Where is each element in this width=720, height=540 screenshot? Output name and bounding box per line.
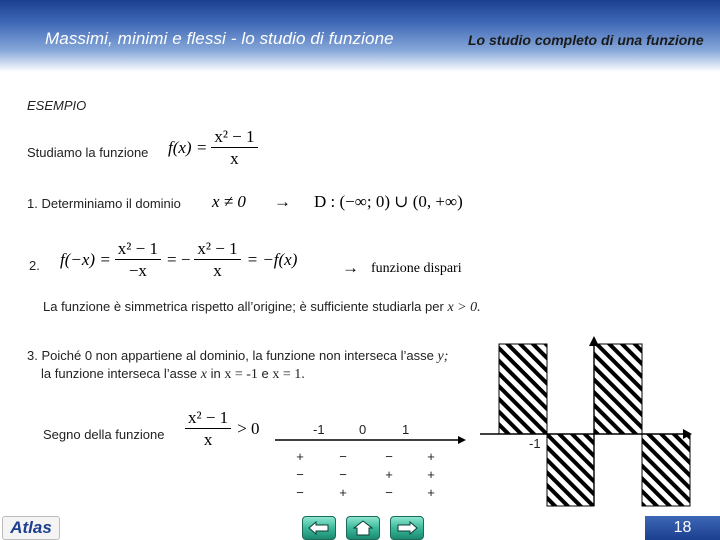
sign-r3-c3: − [385, 485, 393, 500]
next-button[interactable] [390, 516, 424, 540]
inequality-numerator: x² − 1 [185, 407, 231, 429]
step2-label: 2. [29, 258, 40, 273]
page-number: 18 [645, 516, 720, 540]
atlas-logo: Atlas [2, 516, 60, 540]
arrow-left-icon [308, 521, 330, 535]
page-title: Massimi, minimi e flessi - lo studio di funzione [45, 29, 394, 48]
implies-arrow-1: → [274, 192, 291, 211]
step3-x-axis: x [200, 367, 207, 382]
step3-line2 [41, 366, 305, 383]
implies-arrow-2: → [342, 258, 359, 277]
function-formula [168, 126, 258, 170]
sign-label: Segno della funzione [43, 427, 165, 442]
step3-line2-text-e: e [261, 366, 269, 381]
sign-inequality [185, 407, 260, 451]
sign-r2-c2: − [339, 467, 347, 482]
sign-r1-c2: − [339, 449, 347, 464]
home-button[interactable] [346, 516, 380, 540]
hatched-region-4 [642, 434, 690, 506]
step1-text: 1. Determiniamo il dominio [27, 196, 181, 211]
section-label: ESEMPIO [27, 98, 87, 113]
sign-chart-axis [270, 430, 470, 450]
parity-lhs: f(−x) = [60, 250, 111, 269]
step3-line1-text: 3. Poiché 0 non appartiene al dominio, la funzione non interseca l’asse [27, 348, 434, 363]
step3-root-2: x = 1. [272, 367, 305, 382]
sign-graph [480, 332, 720, 516]
home-icon [353, 520, 373, 536]
sign-r3-c4: + [427, 485, 435, 500]
symmetry-note-text: La funzione è simmetrica rispetto all’origine; è sufficiente studiarla per [43, 299, 444, 314]
parity-result: funzione dispari [371, 261, 462, 276]
sign-r2-c3: + [385, 467, 393, 482]
hatched-region-3 [594, 344, 642, 434]
function-denominator: x [230, 149, 239, 168]
intro-text: Studiamo la funzione [27, 145, 149, 160]
step3-line1 [27, 348, 448, 365]
inequality-relation: > 0 [237, 419, 260, 438]
step3-line2-text-a: la funzione interseca l’asse [41, 366, 198, 381]
tick-minus-1: -1 [313, 422, 325, 437]
tick-1: 1 [402, 422, 410, 437]
page-subtitle: Lo studio completo di una funzione [468, 32, 704, 48]
domain-set: D : (−∞; 0) ∪ (0, +∞) [314, 192, 463, 211]
parity-denominator-1: −x [128, 261, 147, 280]
tick-0: 0 [359, 422, 367, 437]
sign-r1-c1: + [296, 449, 304, 464]
parity-rhs: = −f(x) [246, 250, 298, 269]
sign-r2-c1: − [296, 467, 304, 482]
hatched-region-2 [547, 434, 594, 506]
function-numerator: x² − 1 [211, 126, 257, 148]
sign-r2-c4: + [427, 467, 435, 482]
graph-y-arrow [589, 336, 599, 346]
step3-root-1: x = -1 [224, 367, 258, 382]
parity-equals-minus: = − [166, 250, 191, 269]
step3-y-axis: y; [437, 349, 449, 364]
parity-numerator-1: x² − 1 [115, 238, 161, 260]
sign-r3-c1: − [296, 485, 304, 500]
parity-numerator-2: x² − 1 [194, 238, 240, 260]
symmetry-condition: x > 0. [447, 300, 481, 315]
parity-formula [60, 238, 297, 282]
step3-line2-text-c: in [210, 366, 221, 381]
sign-r1-c4: + [427, 449, 435, 464]
header-bar [0, 0, 720, 72]
parity-denominator-2: x [213, 261, 222, 280]
inequality-denominator: x [203, 430, 213, 449]
graph-tick-minus-1: -1 [529, 436, 541, 451]
symmetry-note [43, 299, 481, 316]
sign-r1-c3: − [385, 449, 393, 464]
domain-condition: x ≠ 0 [212, 192, 246, 211]
prev-button[interactable] [302, 516, 336, 540]
function-lhs: f(x) = [168, 138, 208, 157]
sign-r3-c2: + [339, 485, 347, 500]
hatched-region-1 [499, 344, 547, 434]
arrow-right-icon [396, 521, 418, 535]
